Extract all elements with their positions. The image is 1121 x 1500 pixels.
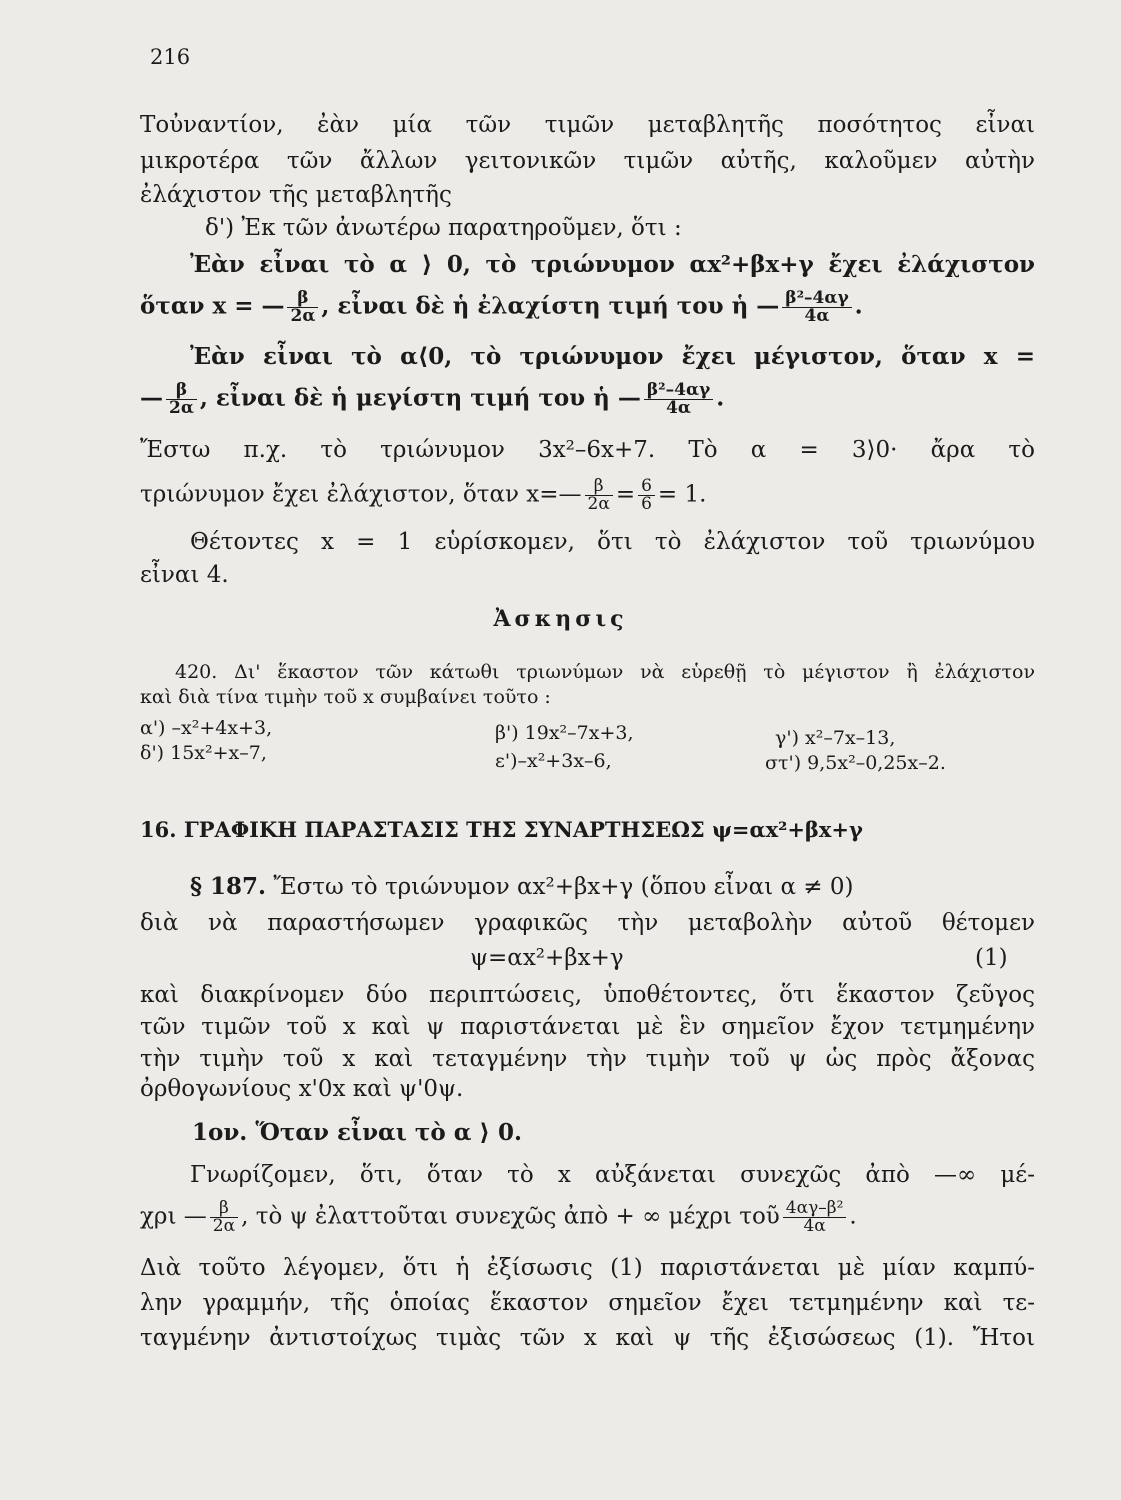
- fraction-beta-over-2a: [166, 382, 197, 417]
- fraction-numerator: β: [585, 478, 613, 496]
- fraction-denominator: 6: [641, 494, 652, 514]
- fraction-denominator: 4α: [804, 306, 830, 326]
- text-fragment: Ἔστω τὸ τριώνυμον αx²+βx+γ (ὅπου εἶναι α ≠ 0): [273, 874, 854, 900]
- exercise-item-e: ε')–x²+3x–6,: [495, 750, 612, 772]
- fraction-beta-over-2a: [585, 478, 613, 513]
- text-line-2: μικροτέρα τῶν ἄλλων γειτονικῶν τιμῶν αὐτῆς, καλοῦμεν αὐτὴν: [140, 148, 1035, 174]
- exercise-intro-1: 420. Δι' ἕκαστον τῶν κάτωθι τριωνύμων νὰ εὑρεθῇ τὸ μέγιστον ἢ ἐλάχιστον: [175, 661, 1035, 683]
- page-number: 216: [150, 45, 191, 69]
- section-line-11: λην γραμμήν, τῆς ὁποίας ἕκαστον σημεῖον ἔχει τετμημένην καὶ τε-: [140, 1290, 1035, 1316]
- text-fragment: =: [615, 481, 636, 508]
- section-line-12: ταγμένην ἀντιστοίχως τιμὰς τῶν x καὶ ψ τῆς ἐξισώσεως (1). Ἤτοι: [140, 1325, 1035, 1351]
- fraction-discriminant: [782, 290, 851, 325]
- fraction-numerator: β²–4αγ: [782, 290, 851, 308]
- text-fragment: , εἶναι δὲ ἡ μεγίστη τιμή του ἡ —: [199, 384, 641, 412]
- section-line-4: καὶ διακρίνομεν δύο περιπτώσεις, ὑποθέτοντες, ὅτι ἕκαστον ζεῦγος: [140, 982, 1035, 1008]
- fraction-numerator: β: [210, 1200, 238, 1218]
- section-title: 16. ΓΡΑΦΙΚΗ ΠΑΡΑΣΤΑΣΙΣ ΤΗΣ ΣΥΝΑΡΤΗΣΕΩΣ ψ=αx²+βx+γ: [140, 817, 863, 842]
- fraction-denominator: 4α: [666, 398, 692, 418]
- case-heading: 1ον. Ὅταν εἶναι τὸ α ⟩ 0.: [192, 1119, 522, 1146]
- exercise-item-c: γ') x²–7x–13,: [775, 727, 896, 749]
- fraction-denominator: 4α: [803, 1216, 826, 1236]
- fraction-denominator: 2α: [587, 494, 610, 514]
- fraction-denominator: 2α: [290, 306, 316, 326]
- rule-minimum: Ἐὰν εἶναι τὸ α ⟩ 0, τὸ τριώνυμον αx²+βx+γ ἔχει ἐλάχιστον: [190, 251, 1035, 278]
- text-fragment: .: [716, 384, 725, 412]
- fraction-denominator: 2α: [169, 398, 194, 418]
- text-line-4: δ') Ἐκ τῶν ἀνωτέρω παρατηροῦμεν, ὅτι :: [205, 215, 682, 241]
- text-fragment: .: [849, 1203, 857, 1230]
- text-fragment: τριώνυμον ἔχει ἐλάχιστον, ὅταν x=—: [140, 481, 582, 508]
- exercises-heading: Ἀσκησις: [493, 606, 628, 632]
- example-line-1: Ἔστω π.χ. τὸ τριώνυμον 3x²–6x+7. Τὸ α = 3⟩0· ἄρα τὸ: [140, 437, 1035, 463]
- section-line-8: Γνωρίζομεν, ὅτι, ὅταν τὸ x αὐξάνεται συνεχῶς ἀπὸ —∞ μέ-: [190, 1162, 1035, 1188]
- equation-1: ψ=αx²+βx+γ: [470, 945, 624, 971]
- text-fragment: , εἶναι δὲ ἡ ἐλαχίστη τιμή του ἡ —: [321, 292, 780, 320]
- fraction-six-over-six: [638, 478, 655, 513]
- example-line-2: [140, 478, 1035, 513]
- rule-minimum-condition: [140, 290, 1035, 325]
- section-line-2: διὰ νὰ παραστήσωμεν γραφικῶς τὴν μεταβολὴν αὐτοῦ θέτομεν: [140, 910, 1035, 936]
- text-fragment: —: [140, 384, 163, 412]
- text-line-1: Τοὐναντίον, ἐὰν μία τῶν τιμῶν μεταβλητῆς ποσότητος εἶναι: [140, 112, 1035, 138]
- text-fragment: χρι —: [140, 1203, 207, 1230]
- fraction-beta-over-2a: [287, 290, 318, 325]
- section-line-10: Διὰ τοῦτο λέγομεν, ὅτι ἡ ἐξίσωσις (1) παριστάνεται μὲ μίαν καμπύ-: [140, 1255, 1035, 1281]
- text-line-3: ἐλάχιστον τῆς μεταβλητῆς: [140, 182, 452, 208]
- exercise-intro-2: καὶ διὰ τίνα τιμὴν τοῦ x συμβαίνει τοῦτο :: [140, 686, 551, 708]
- exercise-item-a: α') –x²+4x+3,: [140, 717, 273, 739]
- fraction-denominator: 2α: [212, 1216, 236, 1236]
- fraction-numerator: β²–4αγ: [644, 382, 713, 400]
- text-fragment: , τὸ ψ ἐλαττοῦται συνεχῶς ἀπὸ + ∞ μέχρι τοῦ: [241, 1203, 780, 1230]
- fraction-discriminant: [644, 382, 713, 417]
- fraction-reverse-discriminant: [783, 1200, 847, 1235]
- section-line-5: τῶν τιμῶν τοῦ x καὶ ψ παριστάνεται μὲ ἓν σημεῖον ἔχον τετμημένην: [140, 1014, 1035, 1040]
- exercise-item-b: β') 19x²–7x+3,: [495, 722, 634, 744]
- exercise-item-f: στ') 9,5x²–0,25x–2.: [765, 752, 946, 774]
- section-paragraph-1: [190, 872, 1035, 902]
- text-fragment: ὅταν x = —: [140, 292, 285, 320]
- exercise-item-d: δ') 15x²+x–7,: [140, 742, 267, 764]
- example-line-3: Θέτοντες x = 1 εὑρίσκομεν, ὅτι τὸ ἐλάχιστον τοῦ τριωνύμου: [190, 529, 1035, 555]
- equation-number: (1): [975, 945, 1008, 971]
- fraction-numerator: 4αγ–β²: [783, 1200, 847, 1218]
- rule-maximum-condition: [140, 382, 1035, 417]
- fraction-numerator: β: [287, 290, 318, 308]
- section-line-9: [140, 1200, 1035, 1235]
- text-fragment: .: [854, 292, 863, 320]
- example-line-4: εἶναι 4.: [140, 562, 229, 588]
- paragraph-number: § 187.: [190, 873, 267, 900]
- section-line-6: τὴν τιμὴν τοῦ x καὶ τεταγμένην τὴν τιμὴν τοῦ ψ ὡς πρὸς ἄξονας: [140, 1046, 1035, 1072]
- text-fragment: = 1.: [657, 481, 707, 508]
- rule-maximum: Ἐὰν εἶναι τὸ α⟨0, τὸ τριώνυμον ἔχει μέγιστον, ὅταν x =: [190, 343, 1035, 370]
- section-line-7: ὀρθογωνίους x'0x καὶ ψ'0ψ.: [140, 1076, 464, 1102]
- fraction-beta-over-2a: [210, 1200, 238, 1235]
- fraction-numerator: 6: [638, 478, 655, 496]
- fraction-numerator: β: [166, 382, 197, 400]
